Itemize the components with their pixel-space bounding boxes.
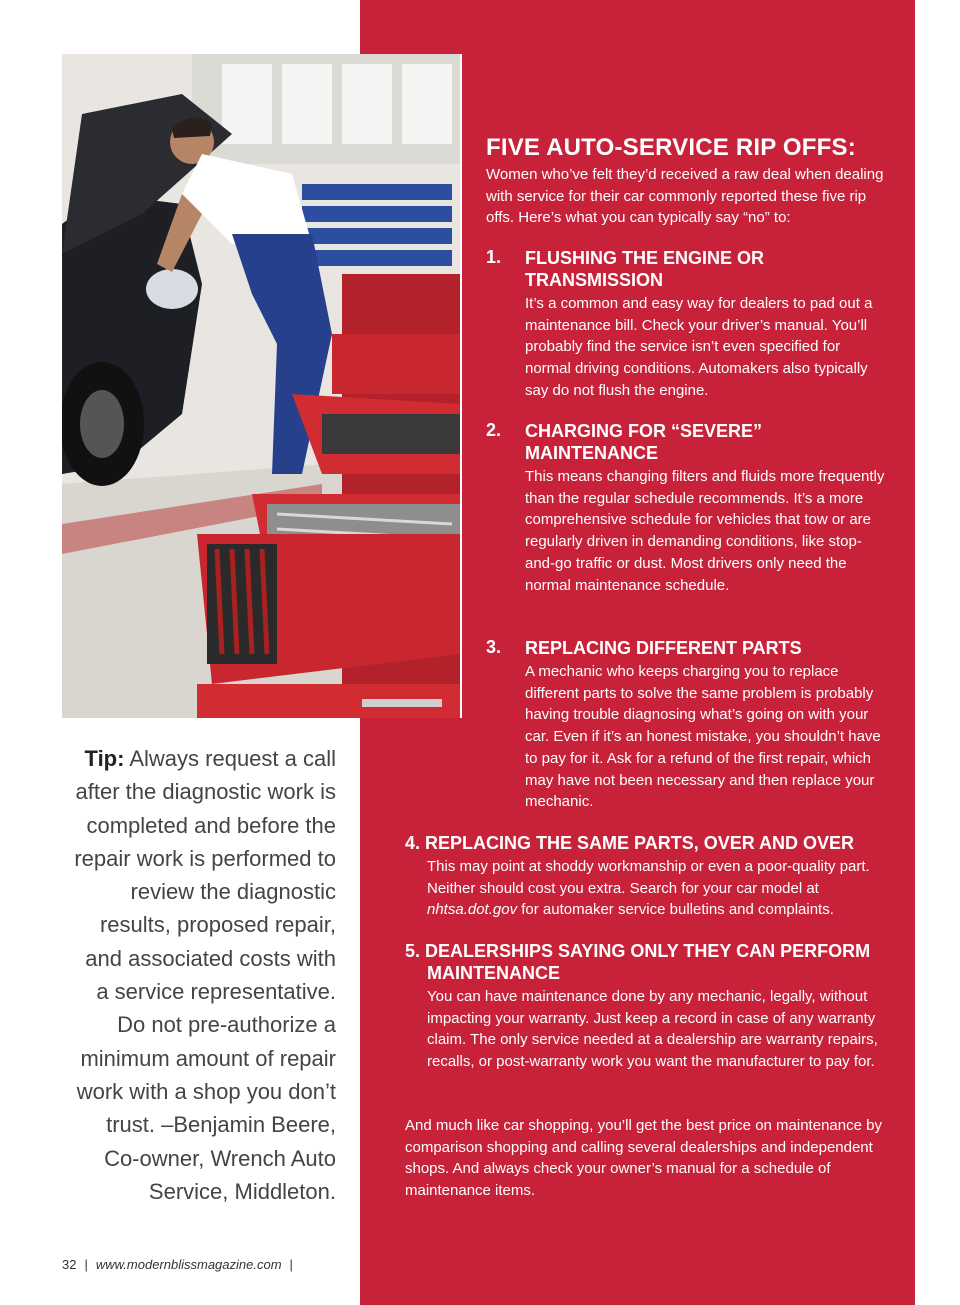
item-number: 1. xyxy=(486,247,502,267)
rip-off-item-4 xyxy=(405,832,885,921)
page-footer xyxy=(62,1257,301,1272)
item-body-text: This may point at shoddy workmanship or even a poor-quality part. Neither should cost you extra. Search for your car model at xyxy=(427,858,870,897)
rip-off-item-1 xyxy=(486,247,886,402)
item-body: This means changing filters and fluids more frequently than the regular schedule recommends. It’s a more comprehensive schedule for vehicles that tow or are regularly driven in demanding conditions, like stop-and-go traffic or dust. Most drivers only need the normal maintenance schedule. xyxy=(525,468,885,594)
nhtsa-link[interactable]: nhtsa.dot.gov xyxy=(427,901,518,919)
rip-off-item-5 xyxy=(405,940,885,1073)
page-number: 32 xyxy=(62,1257,77,1272)
footer-separator: | xyxy=(84,1257,88,1272)
footer-separator: | xyxy=(289,1257,293,1272)
magazine-url[interactable]: www.modernblissmagazine.com xyxy=(95,1257,282,1272)
item-title: REPLACING DIFFERENT PARTS xyxy=(525,638,802,658)
tip-text: Always request a call after the diagnostic work is completed and before the repair work is performed to review the diagnostic results, proposed repair, and associated costs with a service representative. Do not pre-authorize a minimum amount of repair work with a shop you don’t trust. –Benjamin Beere, Co-owner, Wrench Auto Service, Middleton. xyxy=(74,746,336,1204)
article-intro: Women who’ve felt they’d received a raw deal when dealing with service for their car commonly reported these five rip offs. Here’s what you can typically say “no” to: xyxy=(486,166,884,226)
item-title: CHARGING FOR “SEVERE” MAINTENANCE xyxy=(525,421,763,463)
item-title: FLUSHING THE ENGINE OR TRANSMISSION xyxy=(525,248,765,290)
item-title: 5. DEALERSHIPS SAYING ONLY THEY CAN PERFORM MAINTENANCE xyxy=(405,941,871,983)
item-number: 3. xyxy=(486,637,502,657)
item-body: It’s a common and easy way for dealers to pad out a maintenance bill. Check your driver’s manual. You’ll probably find the service isn’t even specified for normal driving conditions. Automakers also typically say do not flush the engine. xyxy=(525,295,873,399)
rip-off-item-2 xyxy=(486,420,886,596)
article-closing: And much like car shopping, you’ll get the best price on maintenance by comparison shopping and calling several dealerships and independent shops. And always check your owner’s manual for a schedule of maintenance items. xyxy=(405,1117,882,1200)
tip-callout xyxy=(70,742,336,1208)
rip-off-item-3 xyxy=(486,637,886,813)
article xyxy=(360,0,915,1305)
item-number: 2. xyxy=(486,420,502,440)
item-title: 4. REPLACING THE SAME PARTS, OVER AND OVER xyxy=(405,833,855,853)
tip-label: Tip: xyxy=(84,746,125,771)
article-headline: FIVE AUTO-SERVICE RIP OFFS: xyxy=(486,134,856,161)
item-body xyxy=(427,856,885,921)
item-body-text: for automaker service bulletins and complaints. xyxy=(517,901,834,919)
item-body: A mechanic who keeps charging you to replace different parts to solve the same problem is probably having trouble diagnosing what’s going on with your car. Even if it’s an honest mistake, you shouldn’t have to pay for it. Ask for a refund of the first repair, which may have not been necessary and then replace your mechanic. xyxy=(525,663,881,811)
item-body: You can have maintenance done by any mechanic, legally, without impacting your warranty. Just keep a record in case of any warranty claim. The only service needed at a dealership are warranty repairs, recalls, or post-warranty work you want the manufacturer to pay for. xyxy=(427,988,878,1071)
